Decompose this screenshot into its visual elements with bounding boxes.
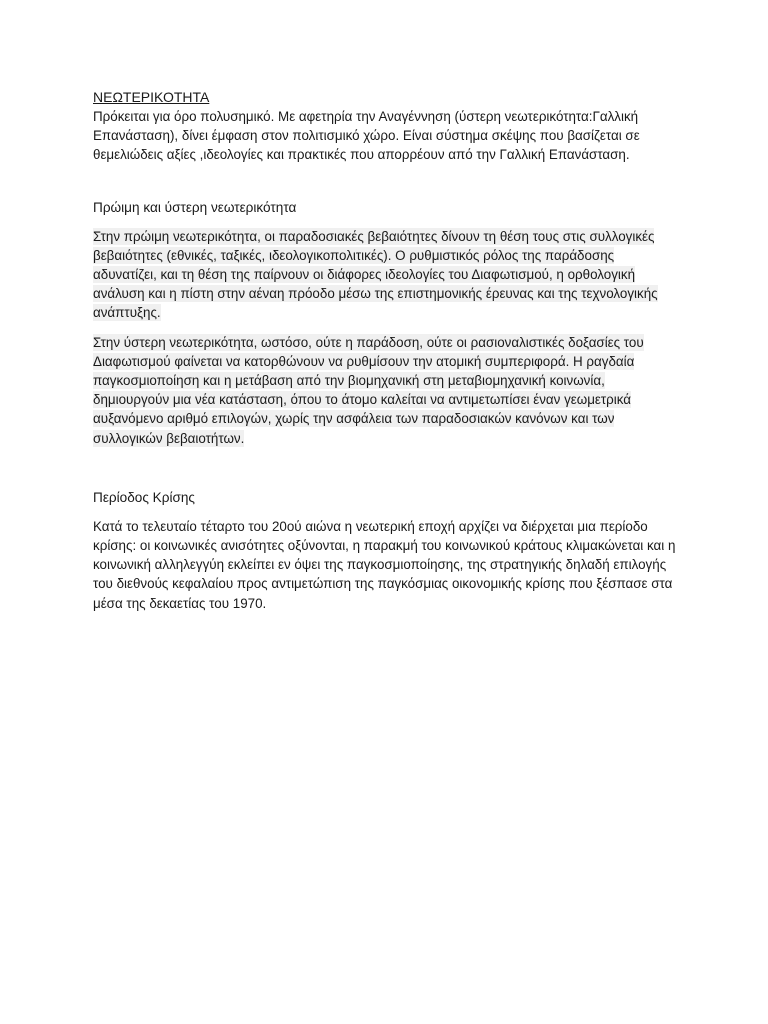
- document-page: [93, 88, 678, 613]
- crisis-period-paragraph: Κατά το τελευταίο τέταρτο του 20ού αιώνα η νεωτερική εποχή αρχίζει να διέρχεται μια περίοδο κρίσης: οι κοινωνικές ανισότητες οξύνονται, η παρακμή του κοινωνικού κράτους κλιμακώνεται και η κοινωνική αλληλεγγύη εκλείπει εν όψει της παγκοσμιοποίησης, της στρατηγικής δηλαδή επιλογής του διεθνούς κεφαλαίου προς αντιμετώπιση της παγκόσμιας οικονομικής κρίσης που ξέσπασε στα μέσα της δεκαετίας του 1970.: [93, 518, 676, 611]
- late-modernity-paragraph: [93, 333, 678, 448]
- early-modernity-paragraph: [93, 227, 678, 323]
- highlighted-text: Στην ύστερη νεωτερικότητα, ωστόσο, ούτε η παράδοση, ούτε οι ρασιοναλιστικές δοξασίες του Διαφωτισμού φαίνεται να κατορθώνουν να ρυθμίσουν την ατομική συμπεριφορά. Η ραγδαία παγκοσμιοποίηση και η μετάβαση από την βιομηχανική στη μεταβιομηχανική κοινωνία, δημιουργούν μια νέα κατάσταση, όπου το άτομο καλείται να αντιμετωπίσει έναν γεωμετρικά αυξανόμενο αριθμό επιλογών, χωρίς την ασφάλεια των παραδοσιακών κανόνων και των συλλογικών βεβαιοτήτων.: [93, 334, 644, 446]
- highlighted-text: Στην πρώιμη νεωτερικότητα, οι παραδοσιακές βεβαιότητες δίνουν τη θέση τους στις συλλογικές βεβαιότητες (εθνικές, ταξικές, ιδεολογικοπολιτικές). Ο ρυθμιστικός ρόλος της παράδοσης αδυνατίζει, και τη θέση της παίρνουν οι διάφορες ιδεολογίες του Διαφωτισμού, η ορθολογική ανάλυση και η πίστη στην αέναη πρόοδο μέσω της επιστημονικής έρευνας και της τεχνολογικής ανάπτυξης.: [93, 228, 658, 321]
- section-heading-early-late-modernity: Πρώιμη και ύστερη νεωτερικότητα: [93, 199, 297, 215]
- document-title: ΝΕΩΤΕΡΙΚΟΤΗΤΑ: [93, 89, 210, 105]
- section-heading-crisis-period: Περίοδος Κρίσης: [93, 489, 195, 505]
- intro-paragraph: Πρόκειται για όρο πολυσημικό. Με αφετηρία την Αναγέννηση (ύστερη νεωτερικότητα:Γαλλική Επανάσταση), δίνει έμφαση στον πολιτισμικό χώρο. Είναι σύστημα σκέψης που βασίζεται σε θεμελιώδεις αξίες ,ιδεολογίες και πρακτικές που απορρέουν από την Γαλλική Επανάσταση.: [93, 109, 640, 163]
